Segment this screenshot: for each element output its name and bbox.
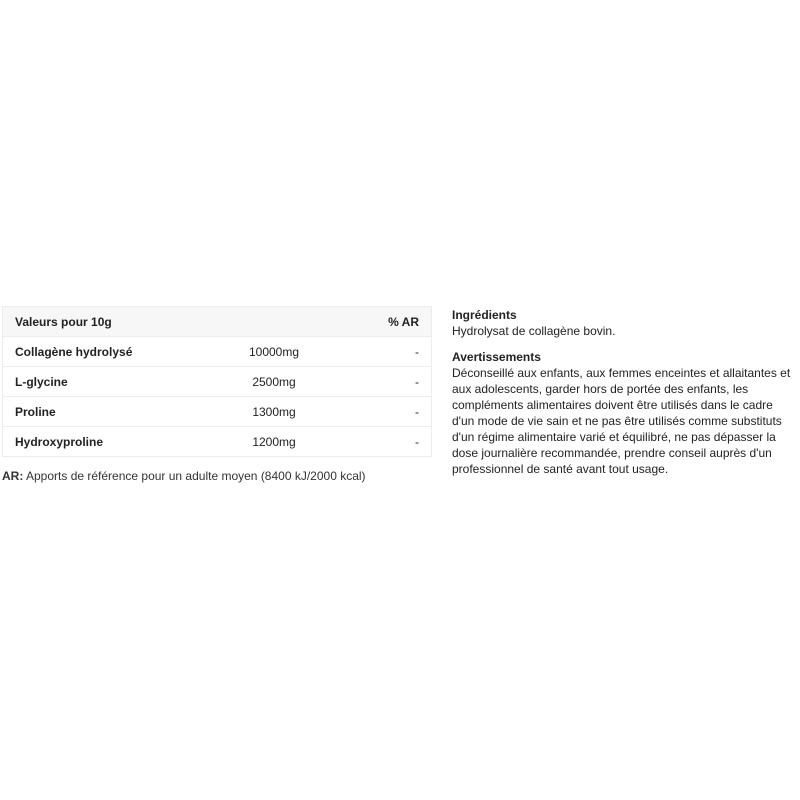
header-amount: [197, 307, 351, 337]
table-row: [3, 397, 432, 427]
table-row: [3, 427, 432, 457]
footnote-text: Apports de référence pour un adulte moyen (8400 kJ/2000 kcal): [23, 469, 366, 483]
nutrition-section: [2, 306, 432, 483]
ingredients-text: Hydrolysat de collagène bovin.: [452, 324, 616, 338]
nutrient-ar: -: [351, 397, 432, 427]
nutrient-name: Hydroxyproline: [3, 427, 198, 457]
footnote-label: AR:: [2, 469, 24, 483]
header-label: Valeurs pour 10g: [3, 307, 198, 337]
nutrient-name: Proline: [3, 397, 198, 427]
table-row: [3, 337, 432, 367]
nutrient-name: Collagène hydrolysé: [3, 337, 198, 367]
warnings-text: Déconseillé aux enfants, aux femmes enceintes et allaitantes et aux adolescents, garder hors de portée des enfants, les compléments alimentaires doivent être utilisés dans le cadre d'un mode de vie sain et ne pas être utilisés comme substituts d'un régime alimentaire varié et équilibré, ne pas dépasser la dose journalière recommandée, prendre conseil auprès d'un professionnel de santé avant tout usage.: [452, 366, 791, 476]
nutrient-amount: 2500mg: [197, 367, 351, 397]
nutrient-ar: -: [351, 427, 432, 457]
nutrient-name: L-glycine: [3, 367, 198, 397]
nutrient-amount: 10000mg: [197, 337, 351, 367]
product-info: [452, 307, 792, 487]
nutrition-table: [2, 306, 432, 457]
nutrient-amount: 1200mg: [197, 427, 351, 457]
nutrient-ar: -: [351, 367, 432, 397]
nutrient-amount: 1300mg: [197, 397, 351, 427]
nutrient-ar: -: [351, 337, 432, 367]
table-row: [3, 367, 432, 397]
reference-footnote: [2, 469, 432, 483]
header-ar: % AR: [351, 307, 432, 337]
ingredients-title: Ingrédients: [452, 308, 517, 322]
table-header-row: [3, 307, 432, 337]
warnings-title: Avertissements: [452, 350, 541, 364]
